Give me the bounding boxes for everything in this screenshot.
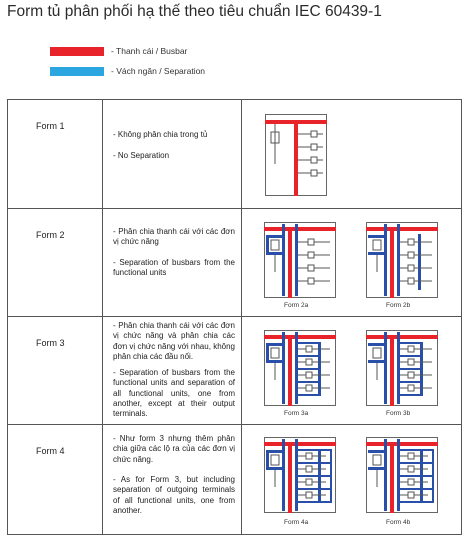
form-3b-caption: Form 3b bbox=[386, 410, 411, 417]
form-1-desc-vi: - Không phân chia trong tủ bbox=[113, 130, 208, 139]
form-2b-diagram bbox=[366, 222, 438, 298]
form-4-label: Form 4 bbox=[36, 446, 65, 456]
form-1-diagram bbox=[265, 114, 327, 196]
form-3a-diagram bbox=[264, 330, 336, 406]
form-row-1 bbox=[8, 100, 461, 209]
legend-busbar bbox=[50, 46, 187, 56]
form-row-3 bbox=[8, 317, 461, 425]
forms-table bbox=[7, 99, 462, 535]
legend-separation bbox=[50, 66, 205, 76]
separation-swatch bbox=[50, 67, 104, 76]
form-3-desc-en: - Separation of busbars from the functional units and separation of all functional units, one from another, except at their output terminals. bbox=[113, 368, 235, 419]
form-row-2 bbox=[8, 209, 461, 317]
form-4b-caption: Form 4b bbox=[386, 519, 411, 526]
form-4b-diagram bbox=[366, 437, 438, 513]
form-row-4 bbox=[8, 425, 461, 535]
form-4-desc-en: - As for Form 3, but including separation of outgoing terminals of all functional units, one from another. bbox=[113, 475, 235, 515]
form-2a-diagram bbox=[264, 222, 336, 298]
form-2b-caption: Form 2b bbox=[386, 302, 411, 309]
form-4-desc-vi: - Như form 3 nhưng thêm phân chia giữa các lộ ra của các đơn vị chức năng. bbox=[113, 434, 235, 464]
legend-busbar-label: - Thanh cái / Busbar bbox=[111, 46, 188, 56]
form-1-desc-en: - No Separation bbox=[113, 151, 170, 160]
form-3-desc-vi: - Phân chia thanh cái với các đơn vị chức năng và phân chia các đơn vị chức năng với nhau, không phân chia các đầu nối. bbox=[113, 321, 235, 361]
form-3-label: Form 3 bbox=[36, 338, 65, 348]
form-2-desc-vi: - Phân chia thanh cái với các đơn vị chức năng bbox=[113, 227, 235, 247]
form-2-label: Form 2 bbox=[36, 230, 65, 240]
legend-separation-label: - Vách ngăn / Separation bbox=[111, 66, 206, 76]
form-4a-caption: Form 4a bbox=[284, 519, 309, 526]
form-1-label: Form 1 bbox=[36, 121, 65, 131]
form-3a-caption: Form 3a bbox=[284, 410, 309, 417]
form-4a-diagram bbox=[264, 437, 336, 513]
form-3b-diagram bbox=[366, 330, 438, 406]
page-title: Form tủ phân phối hạ thế theo tiêu chuẩn IEC 60439-1 bbox=[7, 3, 382, 20]
form-2a-caption: Form 2a bbox=[284, 302, 309, 309]
busbar-swatch bbox=[50, 47, 104, 56]
form-2-desc-en: - Separation of busbars from the functional units bbox=[113, 258, 235, 278]
